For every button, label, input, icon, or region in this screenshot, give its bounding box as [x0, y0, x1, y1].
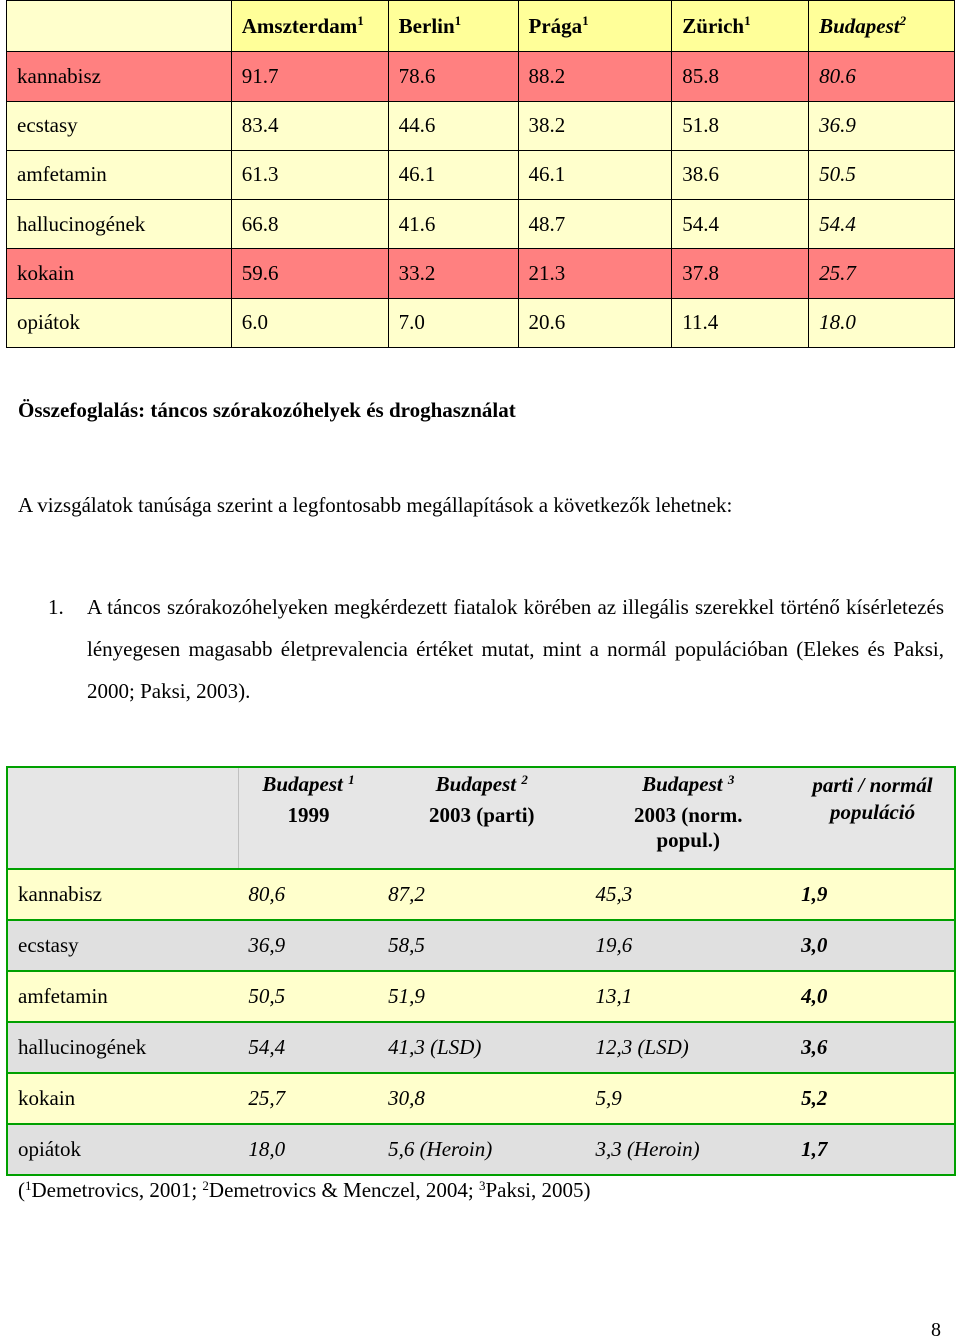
table-cell: 3,3 (Heroin): [585, 1124, 791, 1175]
table-cell: kannabisz: [7, 869, 238, 920]
table-row: [7, 200, 955, 249]
summary-title: Összefoglalás: táncos szórakozóhelyek és droghasználat: [18, 398, 516, 422]
table-row: [7, 1073, 955, 1124]
table-cell: 44.6: [388, 101, 518, 150]
table-cell: 21.3: [518, 249, 672, 298]
table2-header-corner: [7, 767, 238, 869]
table-cell: 36.9: [809, 101, 955, 150]
table-cell: 13,1: [585, 971, 791, 1022]
table-cell: hallucinogének: [7, 200, 232, 249]
table-row: [7, 52, 955, 101]
table-cell: 18.0: [809, 298, 955, 347]
prevalence-table-cities: [6, 0, 955, 348]
table-cell: 46.1: [388, 150, 518, 199]
table-cell: 41.6: [388, 200, 518, 249]
table-cell: 83.4: [231, 101, 388, 150]
table-cell: ecstasy: [7, 920, 238, 971]
table-cell: 85.8: [672, 52, 809, 101]
table-cell: 80,6: [238, 869, 378, 920]
table-cell: 80.6: [809, 52, 955, 101]
table1-header-corner: [7, 1, 232, 52]
table-cell: 25.7: [809, 249, 955, 298]
table-cell: 3,0: [791, 920, 955, 971]
table-cell: 54.4: [672, 200, 809, 249]
table1-header-cell: Zürich$^1$: [672, 1, 809, 52]
table-cell: 36,9: [238, 920, 378, 971]
table-cell: 18,0: [238, 1124, 378, 1175]
table1-header-cell: Berlin$^1$: [388, 1, 518, 52]
table1-header-row: [7, 1, 955, 52]
table-cell: 30,8: [378, 1073, 585, 1124]
table-cell: 50,5: [238, 971, 378, 1022]
table-cell: 91.7: [231, 52, 388, 101]
table-cell: kokain: [7, 249, 232, 298]
table-cell: 12,3 (LSD): [585, 1022, 791, 1073]
table-cell: 61.3: [231, 150, 388, 199]
table-cell: 48.7: [518, 200, 672, 249]
table-cell: hallucinogének: [7, 1022, 238, 1073]
table-row: [7, 101, 955, 150]
table-cell: 51.8: [672, 101, 809, 150]
table1-header-cell: Prága$^1$: [518, 1, 672, 52]
table-row: [7, 150, 955, 199]
table-cell: opiátok: [7, 298, 232, 347]
table-cell: 11.4: [672, 298, 809, 347]
prevalence-table-budapest: [6, 766, 956, 1176]
table-cell: 3,6: [791, 1022, 955, 1073]
table-cell: amfetamin: [7, 971, 238, 1022]
intro-paragraph: A vizsgálatok tanúsága szerint a legfontosabb megállapítások a következők lehetnek:: [18, 493, 733, 517]
point-number: 1.: [48, 595, 64, 619]
table1-header-cell: Amszterdam$^1$: [231, 1, 388, 52]
table-cell: 41,3 (LSD): [378, 1022, 585, 1073]
table-cell: 1,7: [791, 1124, 955, 1175]
table2-header-cell: parti / normál populáció: [791, 767, 955, 869]
table-cell: kokain: [7, 1073, 238, 1124]
table-cell: 54.4: [809, 200, 955, 249]
table-cell: 46.1: [518, 150, 672, 199]
numbered-point: [18, 586, 944, 712]
page-number: 8: [931, 1319, 941, 1341]
table2-header-cell: Budapest $^1$ 1999: [238, 767, 378, 869]
table-cell: 4,0: [791, 971, 955, 1022]
table-cell: 37.8: [672, 249, 809, 298]
table-cell: 5,6 (Heroin): [378, 1124, 585, 1175]
table-row: [7, 249, 955, 298]
table-cell: 19,6: [585, 920, 791, 971]
point-text: A táncos szórakozóhelyeken megkérdezett fiatalok körében az illegális szerekkel történő kísérletezés lényegesen magasabb életprevalencia értéket mutat, mint a normál populációban (Elekes és Paksi, 2000; Paksi, 2003).: [87, 595, 944, 703]
table1-header-cell: Budapest$^2$: [809, 1, 955, 52]
table-cell: ecstasy: [7, 101, 232, 150]
table-cell: 1,9: [791, 869, 955, 920]
table-cell: kannabisz: [7, 52, 232, 101]
table-row: [7, 298, 955, 347]
table-row: [7, 1124, 955, 1175]
table-cell: 5,2: [791, 1073, 955, 1124]
table-row: [7, 869, 955, 920]
table-cell: 5,9: [585, 1073, 791, 1124]
table-cell: 66.8: [231, 200, 388, 249]
table-cell: 6.0: [231, 298, 388, 347]
table-cell: opiátok: [7, 1124, 238, 1175]
table-row: [7, 971, 955, 1022]
table-cell: 50.5: [809, 150, 955, 199]
table-cell: 33.2: [388, 249, 518, 298]
table-cell: 20.6: [518, 298, 672, 347]
table-cell: 87,2: [378, 869, 585, 920]
table-cell: 7.0: [388, 298, 518, 347]
table-row: [7, 1022, 955, 1073]
table-row: [7, 920, 955, 971]
table2-header-cell: Budapest $^2$ 2003 (parti): [378, 767, 585, 869]
table-cell: 78.6: [388, 52, 518, 101]
table-cell: 38.6: [672, 150, 809, 199]
source-citation: ($^1$Demetrovics, 2001; $^2$Demetrovics & Menczel, 2004; $^3$Paksi, 2005): [18, 1177, 591, 1202]
table-cell: 51,9: [378, 971, 585, 1022]
table-cell: 88.2: [518, 52, 672, 101]
table2-header-cell: Budapest $^3$ 2003 (norm. popul.): [585, 767, 791, 869]
table2-header-row: [7, 767, 955, 869]
table-cell: 54,4: [238, 1022, 378, 1073]
table-cell: 38.2: [518, 101, 672, 150]
table-cell: 59.6: [231, 249, 388, 298]
table-cell: 58,5: [378, 920, 585, 971]
table-cell: 45,3: [585, 869, 791, 920]
table-cell: 25,7: [238, 1073, 378, 1124]
table-cell: amfetamin: [7, 150, 232, 199]
